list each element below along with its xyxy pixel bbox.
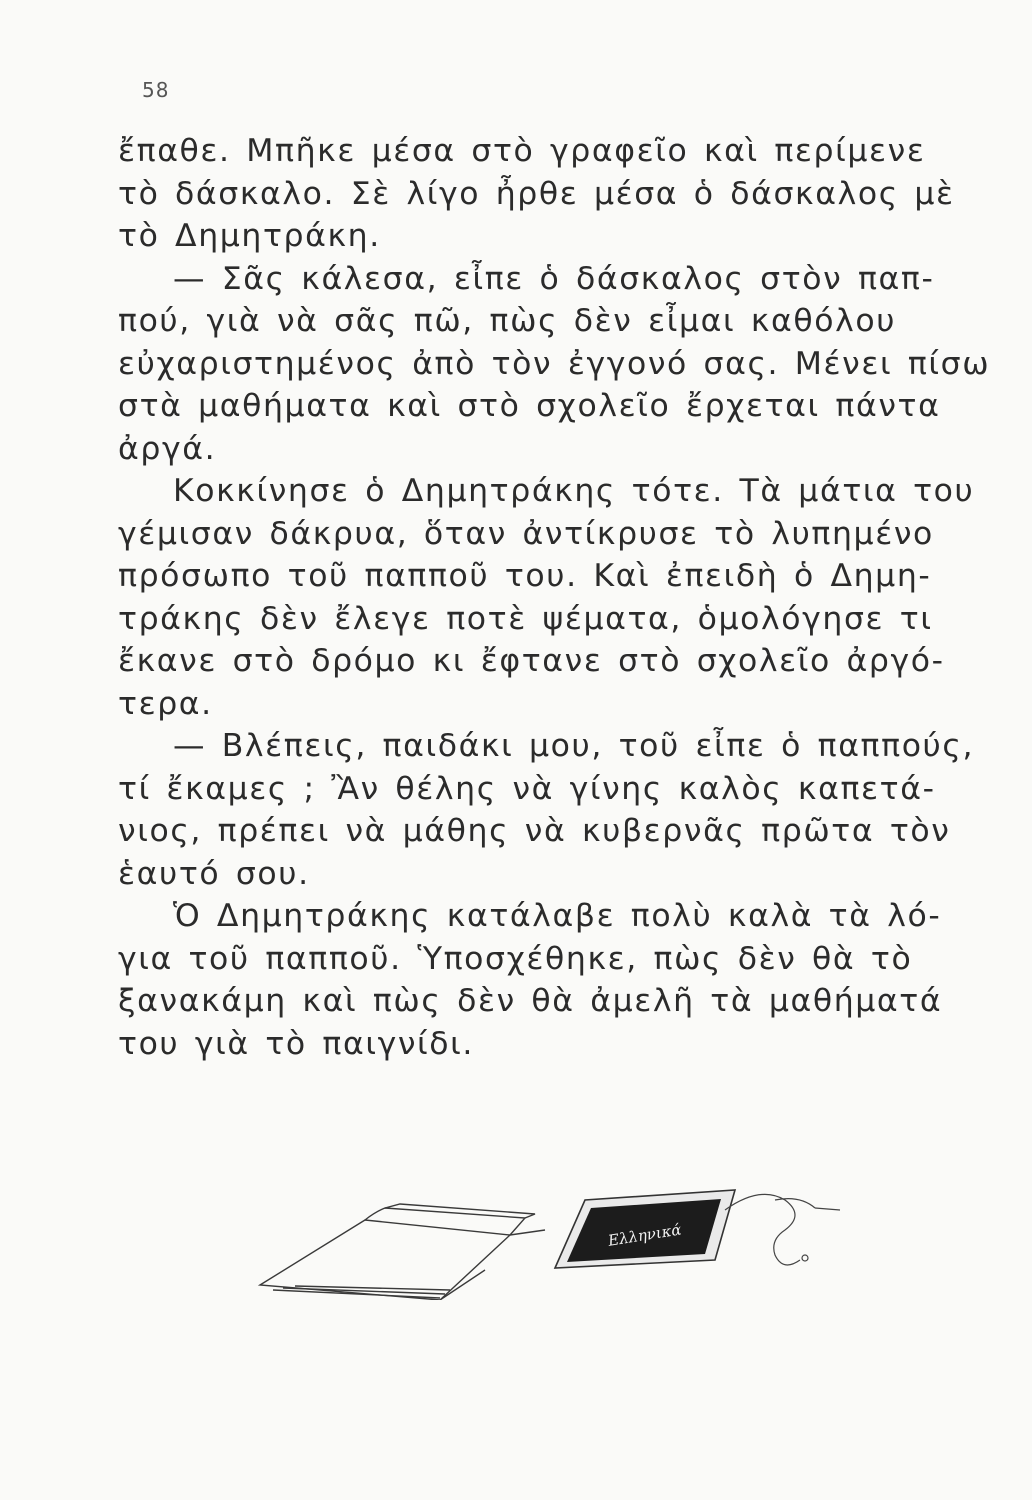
text-line: Ὁ Δημητράκης κατάλαβε πολὺ καλὰ τὰ λό- — [173, 898, 942, 934]
open-book-icon — [260, 1204, 545, 1300]
text-line: του γιὰ τὸ παιγνίδι. — [118, 1025, 475, 1062]
chalk-string-icon — [725, 1194, 840, 1265]
text-line: τὸ δάσκαλο. Σὲ λίγο ἦρθε μέσα ὁ δάσκαλος μὲ — [118, 175, 955, 212]
text-line: νιος, πρέπει νὰ μάθης νὰ κυβερνᾶς πρῶτα τὸν — [118, 813, 951, 849]
text-line: — Σᾶς κάλεσα, εἶπε ὁ δάσκαλος στὸν παπ- — [173, 260, 935, 297]
text-line: για τοῦ παπποῦ. Ὑποσχέθηκε, πὼς δὲν θὰ τὸ — [118, 940, 913, 977]
text-block — [118, 130, 991, 1065]
text-line: εὐχαριστημένος ἀπὸ τὸν ἐγγονό σας. Μένει πίσω — [118, 345, 991, 382]
text-line: γέμισαν δάκρυα, ὅταν ἀντίκρυσε τὸ λυπημένο — [118, 515, 934, 552]
text-line: τὸ Δημητράκη. — [118, 218, 381, 254]
page-number: 58 — [142, 78, 170, 102]
text-line: — Βλέπεις, παιδάκι μου, τοῦ εἶπε ὁ παππούς, — [173, 728, 975, 764]
text-line: Κοκκίνησε ὁ Δημητράκης τότε. Τὰ μάτια του — [173, 473, 975, 509]
text-line: ξανακάμη καὶ πὼς δὲν θὰ ἀμελῆ τὰ μαθήματά — [118, 983, 943, 1019]
text-line: ἀργά. — [118, 430, 217, 467]
book-and-slate-illustration — [255, 1180, 855, 1300]
text-line: τράκης δὲν ἔλεγε ποτὲ ψέματα, ὁμολόγησε τι — [118, 600, 933, 637]
text-line: πρόσωπο τοῦ παπποῦ του. Καὶ ἐπειδὴ ὁ Δημη- — [118, 558, 932, 594]
text-line: πού, γιὰ νὰ σᾶς πῶ, πὼς δὲν εἶμαι καθόλου — [118, 303, 897, 339]
text-line: τί ἔκαμες ; Ἂν θέλης νὰ γίνης καλὸς καπετά- — [118, 770, 936, 807]
slate-label: Ελληνικά — [606, 1220, 683, 1250]
text-line: ἑαυτό σου. — [118, 855, 310, 892]
text-line: τερα. — [118, 685, 213, 722]
slate-icon — [555, 1190, 735, 1268]
text-line: ἔπαθε. Μπῆκε μέσα στὸ γραφεῖο καὶ περίμενε — [118, 133, 926, 169]
text-line: στὰ μαθήματα καὶ στὸ σχολεῖο ἔρχεται πάντα — [118, 388, 941, 424]
text-line: ἔκανε στὸ δρόμο κι ἔφτανε στὸ σχολεῖο ἀργό- — [118, 643, 945, 679]
